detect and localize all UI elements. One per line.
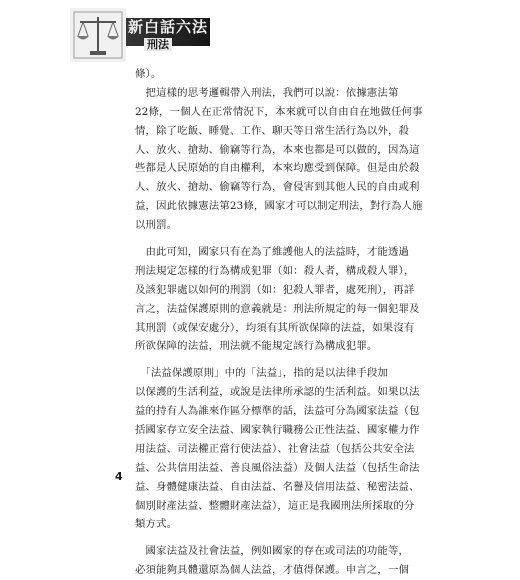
- text-line: 益、身體健康法益、自由法益、名譽及信用法益、秘密法益、: [135, 480, 420, 493]
- text-line: 以刑罰。: [135, 219, 178, 232]
- text-line: 用法益、司法權正當行使法益）、社會法益（包括公共安全法: [135, 442, 415, 455]
- text-line: 人、放火、搶劫、偷竊等行為，會侵害到其他人民的自由或利: [135, 181, 420, 194]
- body-text: [135, 65, 423, 580]
- text-line: 括國家存立安全法益、國家執行職務公正性法益、國家權力作: [135, 424, 420, 437]
- text-line: 「法益保護原則」中的「法益」，指的是以法律手段加: [135, 367, 389, 380]
- text-line: 國家法益及社會法益，例如國家的存在或司法的功能等，: [135, 545, 410, 558]
- text-line: 22條，一個人在正常情況下，本來就可以自由自在地做任何事: [135, 105, 423, 118]
- text-line: 所欲保障的法益，刑法就不能規定該行為構成犯罪。: [135, 340, 378, 353]
- text-line: 益、公共信用法益、善良風俗法益）及個人法益（包括生命法: [135, 461, 420, 474]
- text-line: 言之，法益保護原則的意義就是：刑法所規定的每一個犯罪及: [135, 302, 420, 315]
- text-line: 個別財產法益、整體財產法益），這正是我國刑法所採取的分: [135, 499, 415, 512]
- paragraph-gap: [135, 356, 403, 364]
- paragraph: [135, 65, 403, 84]
- book-header: [70, 8, 210, 62]
- text-line: 類方式。: [135, 518, 178, 531]
- text-line: 其刑罰（或保安處分），均須有其所欲保障的法益，如果沒有: [135, 321, 415, 334]
- paragraph-gap: [135, 235, 403, 243]
- text-line: 情，除了吃飯、睡覺、工作、聊天等日常生活行為以外，殺: [135, 124, 410, 137]
- paragraph-gap: [135, 534, 403, 542]
- chapter-label: 刑法: [144, 38, 172, 51]
- text-line: 條）。: [135, 68, 162, 80]
- text-line: 以保護的生活利益，或說是法律所承認的生活利益。如果以法: [135, 386, 420, 399]
- text-line: 及該犯罪處以如何的刑罰（如：犯殺人罪者，處死刑），再詳: [135, 283, 415, 296]
- scales-of-justice-icon: [70, 8, 126, 62]
- paragraph: [135, 364, 420, 534]
- text-line: 由此可知，國家只有在為了維護他人的法益時，才能透過: [135, 246, 410, 259]
- text-line: 益，因此依據憲法第23條，國家才可以制定刑法，對行為人施: [135, 200, 423, 213]
- text-line: 把這樣的思考邏輯帶入刑法，我們可以說：依據憲法第: [135, 86, 399, 99]
- text-line: 必須能夠具體還原為個人法益，才值得保護。申言之，一個: [135, 564, 410, 577]
- book-title: 新白話六法: [128, 18, 209, 36]
- page-number: 4: [115, 470, 123, 483]
- paragraph: [135, 84, 423, 235]
- text-line: 刑法規定怎樣的行為構成犯罪（如：殺人者，構成殺人罪），: [135, 264, 415, 277]
- text-line: 益的持有人為誰來作區分標準的話，法益可分為國家法益（包: [135, 405, 420, 418]
- text-line: 些都是人民原始的自由權利，本來均應受到保障。但是由於殺: [135, 162, 420, 175]
- paragraph: [135, 542, 410, 580]
- paragraph: [135, 243, 420, 356]
- text-line: 人、放火、搶劫、偷竊等行為，本來也都是可以做的，因為這: [135, 143, 420, 156]
